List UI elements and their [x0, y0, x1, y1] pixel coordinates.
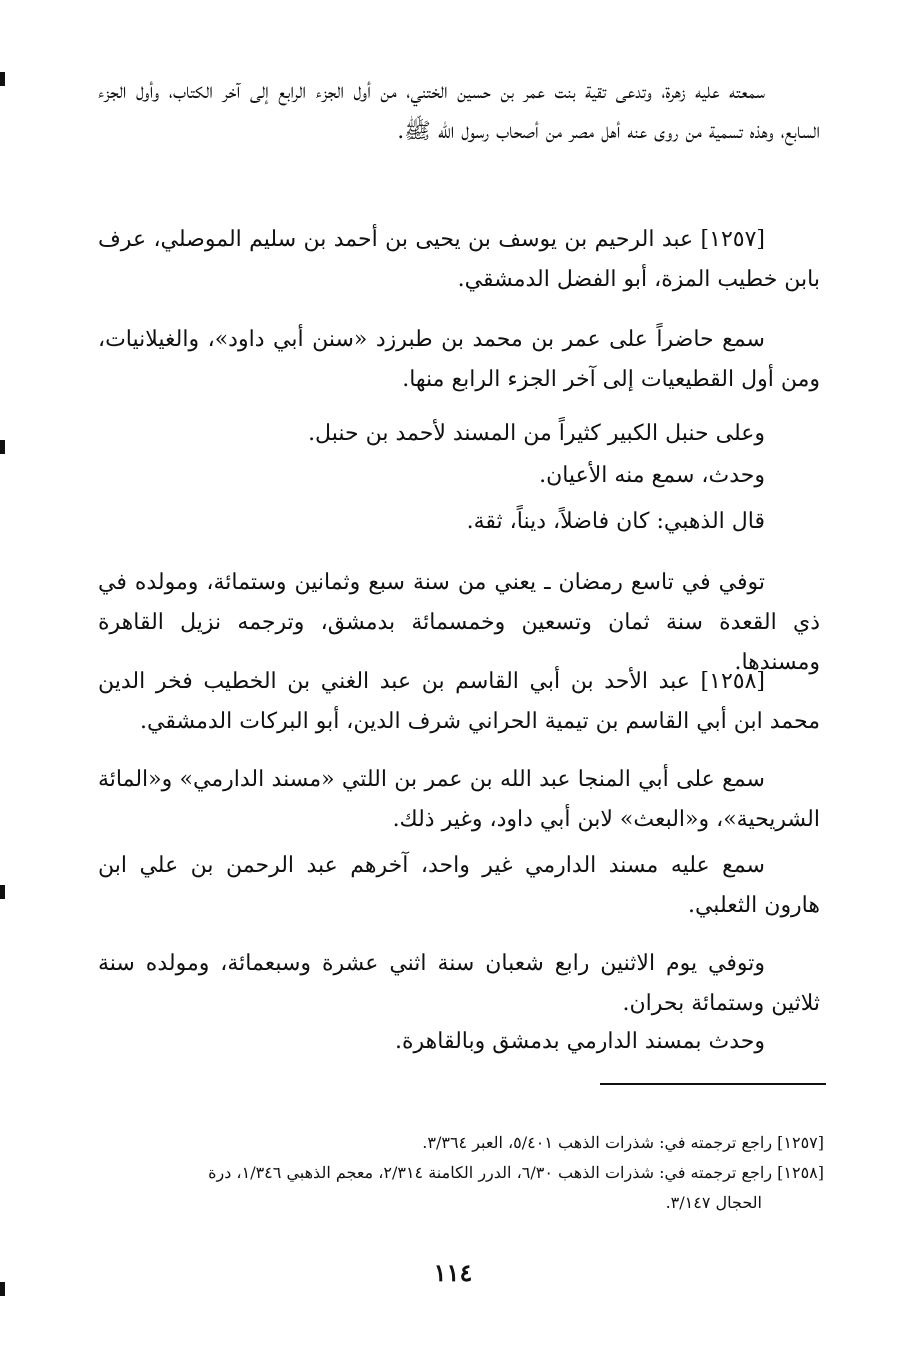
paragraph-intro: سمعته عليه زهرة، وتدعى تقية بنت عمر بن حسين الختني، من أول الجزء الرابع إلى آخر الكتاب، وأول الجزء السابع، وهذه تسمية من روى عنه أهل مصر من أصحاب رسول الله ﷺ. — [98, 79, 820, 144]
entry-1257-paragraph: قال الذهبي: كان فاضلاً، ديناً، ثقة. — [466, 509, 765, 534]
entry-1257-paragraph: وعلى حنبل الكبير كثيراً من المسند لأحمد بن حنبل. — [308, 421, 765, 446]
entry-1258-paragraph: وتوفي يوم الاثنين رابع شعبان سنة اثني عشرة وسبعمائة، ومولده سنة ثلاثين وستمائة بحران. — [98, 951, 820, 1016]
footnote-separator — [600, 1083, 826, 1085]
footnote-1258-continued: الحجال ٣/١٤٧. — [665, 1193, 762, 1212]
scan-edge-mark — [0, 72, 5, 86]
entry-1258-paragraph: سمع على أبي المنجا عبد الله بن عمر بن اللتي «مسند الدارمي» و«المائة الشريحية»، و«البعث» لابن أبي داود، وغير ذلك. — [98, 767, 820, 832]
footnote-1258: [١٢٥٨] راجع ترجمته في: شذرات الذهب ٦/٣٠، الدرر الكامنة ٢/٣١٤، معجم الذهبي ١/٣٤٦، درة — [208, 1163, 824, 1182]
entry-1258-heading: [١٢٥٨] عبد الأحد بن أبي القاسم بن عبد الغني بن الخطيب فخر الدين محمد ابن أبي القاسم بن تيمية الحراني شرف الدين، أبو البركات الدمشقي. — [98, 669, 820, 734]
scan-edge-mark — [0, 440, 5, 454]
entry-1257-heading: [١٢٥٧] عبد الرحيم بن يوسف بن يحيى بن أحمد بن سليم الموصلي، عرف بابن خطيب المزة، أبو الفضل الدمشقي. — [98, 227, 820, 292]
entry-1258-paragraph: وحدث بمسند الدارمي بدمشق وبالقاهرة. — [394, 1029, 765, 1054]
footnote-1257: [١٢٥٧] راجع ترجمته في: شذرات الذهب ٥/٤٠١، العبر ٣/٣٦٤. — [422, 1133, 824, 1152]
entry-1257-paragraph: وحدث، سمع منه الأعيان. — [539, 463, 765, 488]
scan-edge-mark — [0, 1282, 5, 1296]
page-number: ١١٤ — [433, 1258, 473, 1287]
entry-1257-paragraph: توفي في تاسع رمضان ـ يعني من سنة سبع وثمانين وستمائة، ومولده في ذي القعدة سنة ثمان وتسعين وخمسمائة بدمشق، وترجمه نزيل القاهرة ومسندها. — [98, 570, 820, 675]
entry-1257-paragraph: سمع حاضراً على عمر بن محمد بن طبرزد «سنن أبي داود»، والغيلانيات، ومن أول القطيعيات إلى آخر الجزء الرابع منها. — [98, 327, 820, 392]
entry-1258-paragraph: سمع عليه مسند الدارمي غير واحد، آخرهم عبد الرحمن بن علي ابن هارون الثعلبي. — [98, 853, 820, 918]
scan-edge-mark — [0, 885, 5, 899]
footnotes — [108, 1128, 824, 1218]
